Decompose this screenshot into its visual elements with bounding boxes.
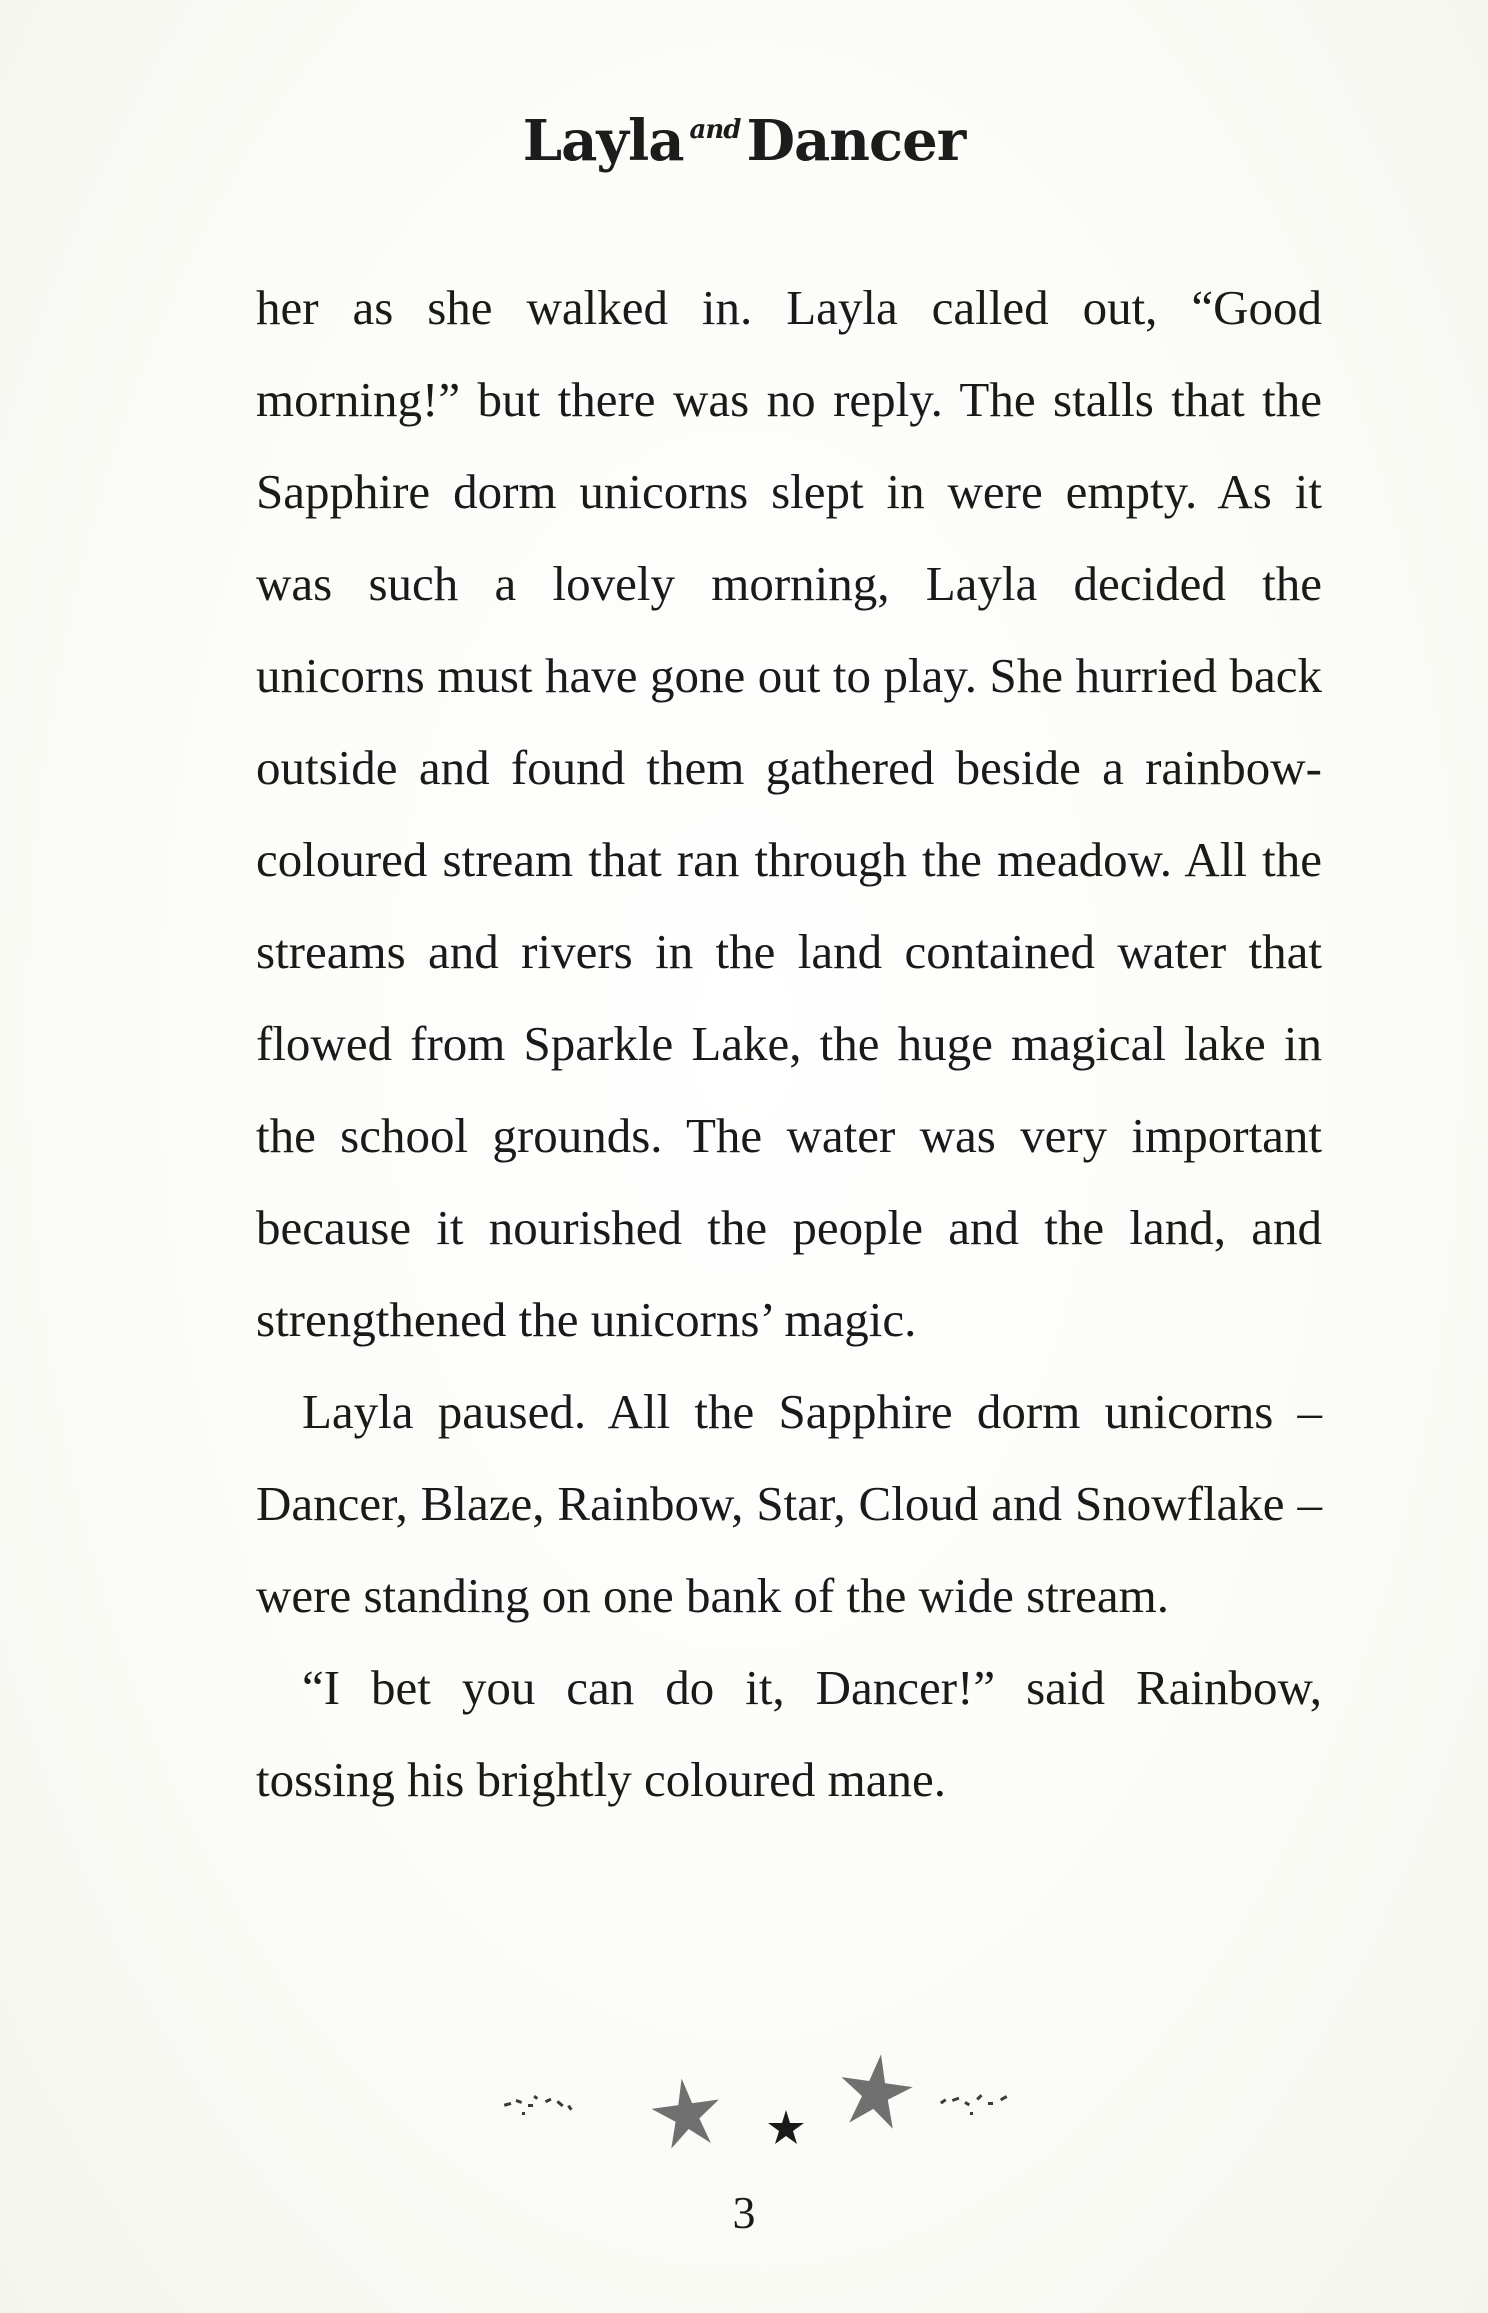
- running-head-name-2: Dancer: [746, 108, 966, 174]
- page-number: 3: [732, 2187, 756, 2238]
- running-head-conjunction: and: [689, 115, 741, 145]
- left-sparkle-dashes-icon: [504, 2095, 573, 2115]
- running-head-name-1: Layla: [522, 108, 684, 174]
- star-left-icon: [648, 2074, 725, 2150]
- star-right-icon: [835, 2049, 916, 2130]
- body-text: [256, 262, 1322, 1826]
- paragraph-3: “I bet you can do it, Dancer!” said Rainbow, tossing his brightly coloured mane.: [256, 1660, 1322, 1807]
- right-sparkle-dashes-icon: [940, 2094, 1007, 2115]
- running-head-title: [0, 108, 1488, 174]
- paragraph-1: her as she walked in. Layla called out, “Good morning!” but there was no reply. The stalls that the Sapphire dorm unicorns slept in were empty. As it was such a lovely morning, Layla decided the unicorns must have gone out to play. She hurried back outside and found them gathered beside a rainbow-coloured stream that ran through the meadow. All the streams and rivers in the land contained water that flowed from Sparkle Lake, the huge magical lake in the school grounds. The water was very important because it nourished the people and the land, and strengthened the unicorns’ magic.: [256, 280, 1322, 1347]
- stars-ornament-icon: [500, 2040, 1060, 2150]
- star-center-icon: [768, 2110, 804, 2144]
- paragraph-2: Layla paused. All the Sapphire dorm unicorns – Dancer, Blaze, Rainbow, Star, Cloud and Snowflake – were standing on one bank of the wide stream.: [256, 1384, 1322, 1623]
